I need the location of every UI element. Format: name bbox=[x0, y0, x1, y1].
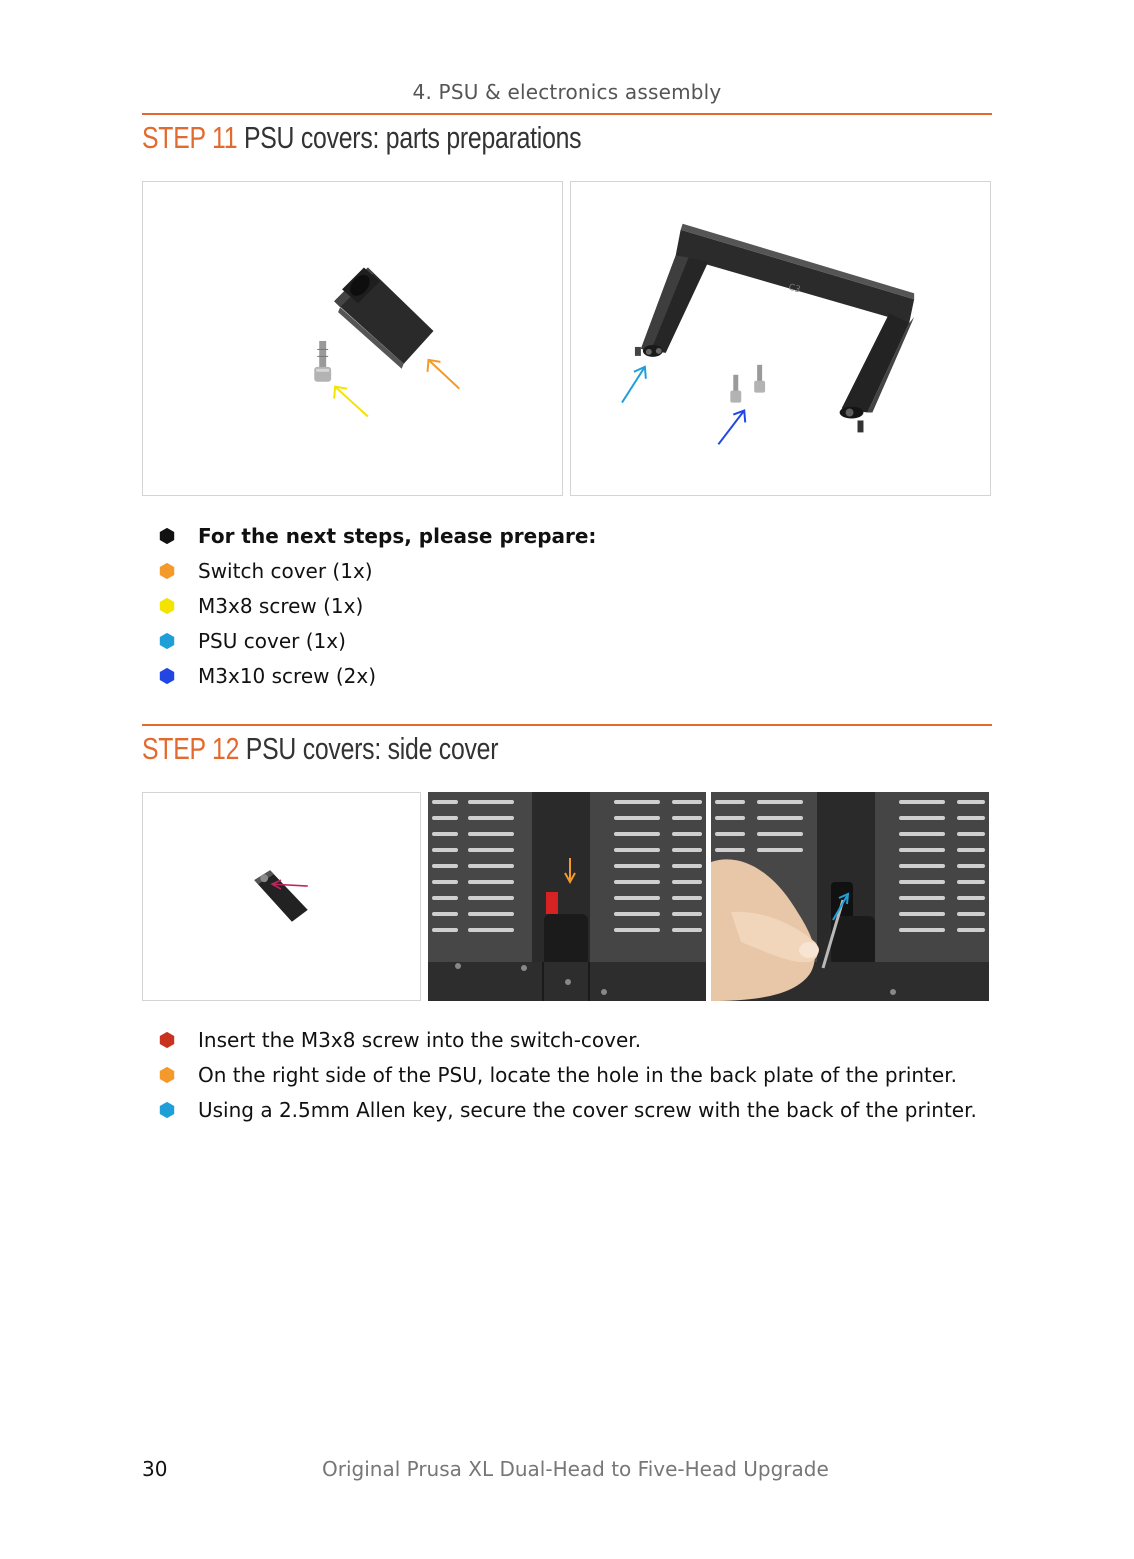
hexagon-bullet-icon bbox=[158, 527, 176, 545]
allen-key-securing-cover-photo bbox=[711, 792, 989, 1001]
psu-back-plate-hole-photo bbox=[428, 792, 706, 1001]
step-12-rule bbox=[142, 724, 992, 726]
switch-cover-and-screw-photo bbox=[142, 181, 563, 496]
hexagon-bullet-icon bbox=[158, 1066, 176, 1084]
hexagon-bullet-icon bbox=[158, 1031, 176, 1049]
hexagon-bullet-icon bbox=[158, 597, 176, 615]
list-item: For the next steps, please prepare: bbox=[158, 518, 596, 553]
chapter-heading: 4. PSU & electronics assembly bbox=[412, 80, 722, 104]
hexagon-bullet-icon bbox=[158, 667, 176, 685]
step-12-instructions bbox=[158, 1022, 977, 1127]
list-item: Switch cover (1x) bbox=[158, 553, 596, 588]
header-rule bbox=[142, 113, 992, 115]
hexagon-bullet-icon bbox=[158, 632, 176, 650]
svg-text:C3: C3 bbox=[787, 282, 802, 296]
step-number: STEP 11 bbox=[142, 120, 238, 155]
footer-doc-title: Original Prusa XL Dual-Head to Five-Head Upgrade bbox=[322, 1457, 829, 1481]
step-11-title bbox=[142, 120, 581, 156]
step-title-text: PSU covers: parts preparations bbox=[243, 120, 582, 155]
switch-cover-with-screw-photo bbox=[142, 792, 421, 1001]
hexagon-bullet-icon bbox=[158, 562, 176, 580]
step-title-text: PSU covers: side cover bbox=[245, 731, 499, 766]
step-number: STEP 12 bbox=[142, 731, 240, 766]
list-item: Insert the M3x8 screw into the switch-cover. bbox=[158, 1022, 977, 1057]
step-12-title bbox=[142, 731, 498, 767]
list-item: PSU cover (1x) bbox=[158, 623, 596, 658]
page-number: 30 bbox=[142, 1457, 168, 1481]
list-item: On the right side of the PSU, locate the hole in the back plate of the printer. bbox=[158, 1057, 977, 1092]
list-item: M3x10 screw (2x) bbox=[158, 658, 596, 693]
step-11-parts-list bbox=[158, 518, 596, 693]
hexagon-bullet-icon bbox=[158, 1101, 176, 1119]
psu-cover-and-screws-photo bbox=[570, 181, 991, 496]
list-item: Using a 2.5mm Allen key, secure the cover screw with the back of the printer. bbox=[158, 1092, 977, 1127]
list-item: M3x8 screw (1x) bbox=[158, 588, 596, 623]
